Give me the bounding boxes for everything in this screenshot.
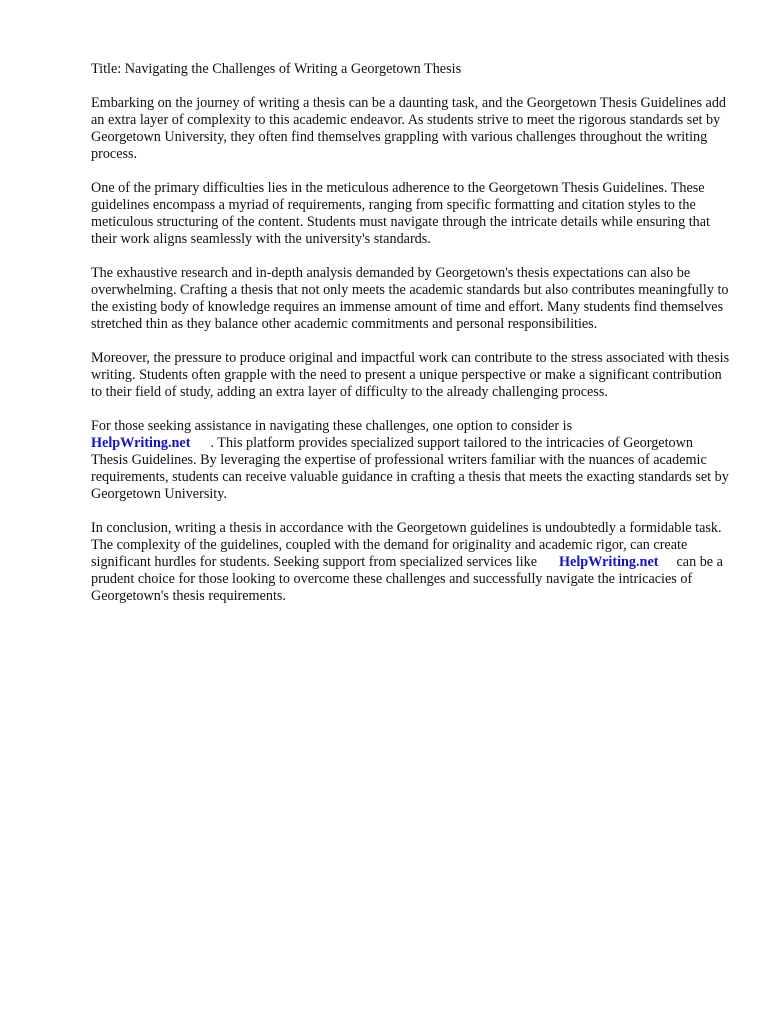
paragraph-assistance [91, 418, 731, 503]
assistance-text-after: . This platform provides specialized support tailored to the intricacies of Georgetown Thesis Guidelines. By leveraging the expertise of professional writers familiar with the nuances of academic requirements, students can receive valuable guidance in crafting a thesis that meets the exacting standards set by Georgetown University. [91, 435, 729, 502]
paragraph-pressure: Moreover, the pressure to produce original and impactful work can contribute to the stress associated with thesis writing. Students often grapple with the need to present a unique perspective or make a significant contribution to their field of study, adding an extra layer of difficulty to the already challenging process. [91, 350, 730, 400]
document-title: Title: Navigating the Challenges of Writing a Georgetown Thesis [91, 61, 462, 77]
paragraph-research: The exhaustive research and in-depth analysis demanded by Georgetown's thesis expectations can also be overwhelming. Crafting a thesis that not only meets the academic standards but also contributes meaningfully to the existing body of knowledge requires an immense amount of time and effort. Many students find themselves stretched thin as they balance other academic commitments and personal responsibilities. [91, 265, 729, 332]
paragraph-intro: Embarking on the journey of writing a thesis can be a daunting task, and the Georgetown Thesis Guidelines add an extra layer of complexity to this academic endeavor. As students strive to meet the rigorous standards set by Georgetown University, they often find themselves grappling with various challenges throughout the writing process. [91, 95, 727, 162]
conclusion-text-after: can be a prudent choice for those looking to overcome these challenges and successfully navigate the intricacies of Georgetown's thesis requirements. [91, 554, 723, 604]
assistance-text-before: For those seeking assistance in navigating these challenges, one option to consider is [91, 418, 573, 434]
helpwriting-link-conclusion[interactable]: HelpWriting.net [559, 554, 659, 570]
helpwriting-link[interactable]: HelpWriting.net [91, 435, 191, 451]
conclusion-text-before: In conclusion, writing a thesis in accordance with the Georgetown guidelines is undoubtedly a formidable task. The complexity of the guidelines, coupled with the demand for originality and academic rigor, can create significant hurdles for students. Seeking support from specialized services like [91, 520, 722, 570]
document-page [91, 61, 731, 622]
paragraph-conclusion [91, 520, 731, 605]
paragraph-guidelines: One of the primary difficulties lies in the meticulous adherence to the Georgetown Thesis Guidelines. These guidelines encompass a myriad of requirements, ranging from specific formatting and citation styles to the meticulous structuring of the content. Students must navigate through the intricate details while ensuring that their work aligns seamlessly with the university's standards. [91, 180, 710, 247]
